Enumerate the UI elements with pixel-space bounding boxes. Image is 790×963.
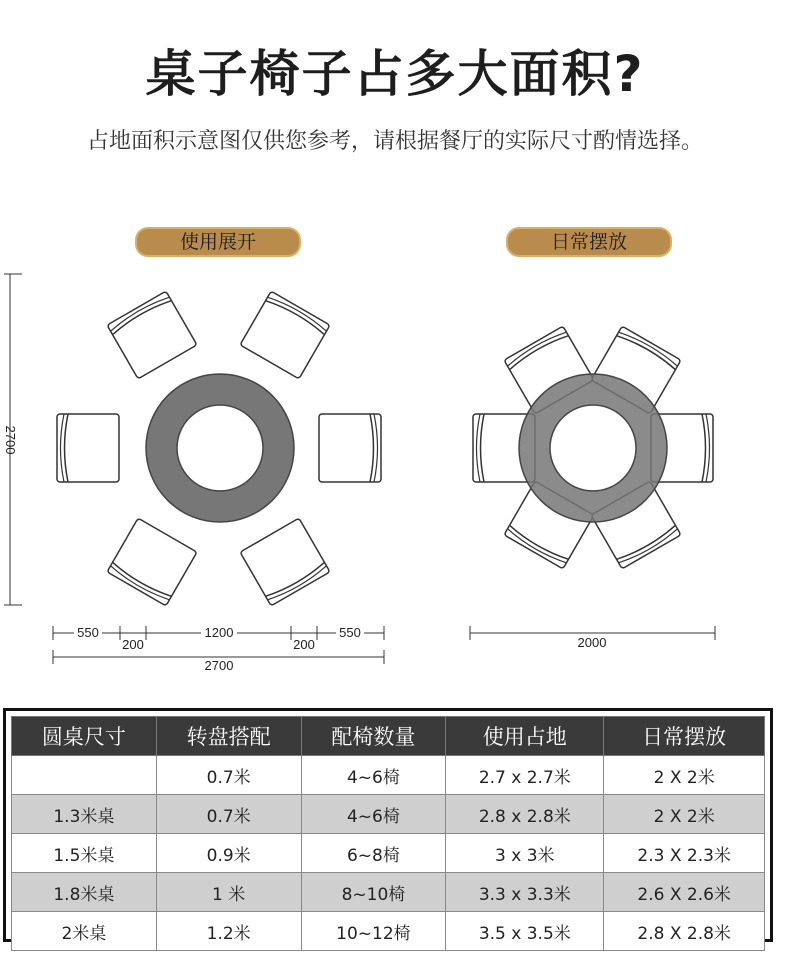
dim-total-left: 2700: [204, 658, 234, 673]
chair: [240, 518, 330, 606]
dim-200-right: 200: [293, 637, 315, 652]
cell: 8~10椅: [301, 873, 446, 912]
cell: 4~6椅: [301, 756, 446, 795]
table-row: [12, 756, 765, 795]
cell: 2 X 2米: [604, 795, 765, 834]
cell: 2.3 X 2.3米: [604, 834, 765, 873]
header-usage-area: 使用占地: [446, 717, 604, 756]
cell: 2米桌: [12, 912, 157, 951]
cell: [12, 756, 157, 795]
cell: 2 X 2米: [604, 756, 765, 795]
size-table: [3, 708, 773, 942]
dim-200-left: 200: [122, 637, 144, 652]
chair: [319, 414, 381, 482]
cell: 0.7米: [156, 795, 301, 834]
cell: 1.2米: [156, 912, 301, 951]
table-row: [12, 912, 765, 951]
cell: 2.8 x 2.8米: [446, 795, 604, 834]
chair: [107, 518, 197, 606]
chair: [57, 414, 119, 482]
chair: [107, 291, 197, 379]
header-turntable: 转盘搭配: [156, 717, 301, 756]
dim-1200: 1200: [204, 625, 234, 640]
dim-vertical: 2700: [3, 425, 18, 455]
table-row: [12, 795, 765, 834]
cell: 6~8椅: [301, 834, 446, 873]
page-title: 桌子椅子占多大面积?: [145, 45, 645, 103]
cell: 2.6 X 2.6米: [604, 873, 765, 912]
daily-layout: [473, 326, 713, 569]
cell: 3.5 x 3.5米: [446, 912, 604, 951]
dim-total-right: 2000: [577, 635, 607, 650]
table-row: [12, 834, 765, 873]
chair: [240, 291, 330, 379]
cell: 2.8 X 2.8米: [604, 912, 765, 951]
expanded-layout: [57, 291, 381, 606]
layout-diagram: [0, 260, 790, 680]
cell: 0.9米: [156, 834, 301, 873]
cell: 3 x 3米: [446, 834, 604, 873]
cell: 1.3米桌: [12, 795, 157, 834]
cell: 2.7 x 2.7米: [446, 756, 604, 795]
cell: 3.3 x 3.3米: [446, 873, 604, 912]
dim-550-right: 550: [339, 625, 361, 640]
turntable: [177, 405, 263, 491]
header-daily-area: 日常摆放: [604, 717, 765, 756]
header-table-size: 圆桌尺寸: [12, 717, 157, 756]
table-header-row: [12, 717, 765, 756]
turntable: [550, 405, 636, 491]
cell: 4~6椅: [301, 795, 446, 834]
cell: 1.5米桌: [12, 834, 157, 873]
page-subtitle: 占地面积示意图仅供您参考，请根据餐厅的实际尺寸酌情选择。: [86, 129, 703, 154]
cell: 0.7米: [156, 756, 301, 795]
label-expanded: 使用展开: [135, 227, 301, 257]
cell: 1.8米桌: [12, 873, 157, 912]
dim-550-left: 550: [77, 625, 99, 640]
label-daily: 日常摆放: [506, 227, 672, 257]
header-chairs: 配椅数量: [301, 717, 446, 756]
cell: 10~12椅: [301, 912, 446, 951]
cell: 1 米: [156, 873, 301, 912]
table-row: [12, 873, 765, 912]
